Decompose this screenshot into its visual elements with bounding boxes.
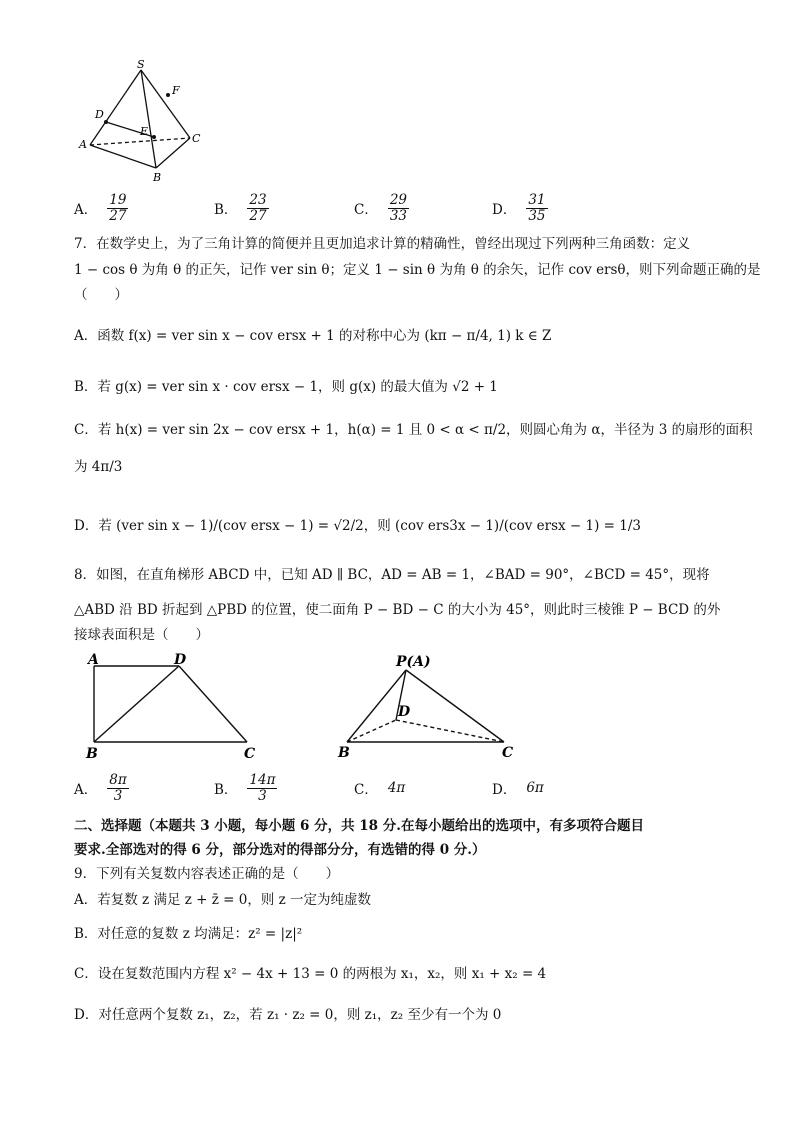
q9-stem: 9．下列有关复数内容表述正确的是（ ） — [74, 866, 340, 882]
pyramid-figure — [330, 648, 530, 760]
q9-option-d[interactable]: D．对任意两个复数 z₁，z₂，若 z₁ · z₂ = 0，则 z₁，z₂ 至少有一个为 0 — [74, 1007, 502, 1023]
q9-option-b[interactable]: B．对任意的复数 z 均满足：z² = |z|² — [74, 926, 303, 942]
q7-option-b[interactable]: B．若 g(x) = ver sin x · cov ersx − 1，则 g(x) 的最大值为 √2 + 1 — [74, 379, 498, 395]
q7-stem-line2: 1 − cos θ 为角 θ 的正矢，记作 ver sin θ；定义 1 − sin θ 为角 θ 的余矢，记作 cov ersθ，则下列命题正确的是 — [74, 262, 761, 278]
trapezoid-figure — [84, 650, 264, 760]
q6-option-a[interactable]: A． $\frac{19}{27}$ — [74, 191, 127, 224]
q7-option-d[interactable]: D．若 (ver sin x − 1)/(cov ersx − 1) = √2/2，则 (cov ers3x − 1)/(cov ersx − 1) = 1/3 — [74, 518, 641, 534]
q7-stem-line1: 7．在数学史上，为了三角计算的简便并且更加追求计算的精确性，曾经出现过下列两种三角函数：定义 — [74, 236, 691, 252]
label-C: C — [192, 132, 201, 145]
label-B: B — [338, 745, 350, 760]
label-E: E — [140, 125, 149, 138]
q6-options — [74, 188, 554, 228]
q8-option-d[interactable]: D． 6π — [492, 780, 544, 798]
label-C: C — [502, 745, 514, 760]
label-P-A: P(A) — [396, 654, 431, 670]
q8-stem-line2: △ABD 沿 BD 折起到 △PBD 的位置，使二面角 P − BD − C 的大小为 45°，则此时三棱锥 P − BCD 的外 — [74, 602, 721, 618]
q8-options — [74, 768, 554, 808]
q8-stem-line3: 接球表面积是（ ） — [74, 627, 209, 643]
q7-option-a[interactable]: A．函数 f(x) = ver sin x − cov ersx + 1 的对称中心为 (kπ − π/4, 1) k ∈ Z — [74, 328, 552, 344]
label-D: D — [398, 704, 411, 720]
q8-stem-line1: 8．如图，在直角梯形 ABCD 中，已知 AD ∥ BC，AD = AB = 1，∠BAD = 90°，∠BCD = 45°，现将 — [74, 567, 710, 583]
q8-option-c[interactable]: C． 4π — [354, 780, 406, 798]
q6-option-b[interactable]: B． $\frac{23}{27}$ — [214, 191, 267, 224]
q9-option-c[interactable]: C．设在复数范围内方程 x² − 4x + 13 = 0 的两根为 x₁，x₂，则 x₁ + x₂ = 4 — [74, 966, 547, 982]
q8-option-a[interactable]: A． $\frac{8\pi}{3}$ — [74, 771, 127, 804]
q8-option-b[interactable]: B． $\frac{14\pi}{3}$ — [214, 771, 276, 804]
q7-stem-line3: （ ） — [74, 287, 128, 303]
label-D: D — [95, 108, 104, 121]
label-S: S — [137, 58, 145, 71]
section-heading-line2: 要求.全部选对的得 6 分，部分选对的得部分分，有选错的得 0 分.） — [74, 842, 486, 858]
label-A: A — [79, 138, 87, 151]
section-heading-line1: 二、选择题（本题共 3 小题，每小题 6 分，共 18 分.在每小题给出的选项中，有多项符合题目 — [74, 818, 644, 834]
q7-option-c-line2: 为 4π/3 — [74, 459, 123, 475]
label-D: D — [174, 652, 187, 668]
label-A: A — [88, 652, 99, 668]
q9-option-a[interactable]: A．若复数 z 满足 z + z̄ = 0，则 z 一定为纯虚数 — [74, 892, 372, 908]
tetrahedron-figure — [76, 58, 206, 184]
q7-option-c-line1[interactable]: C．若 h(x) = ver sin 2x − cov ersx + 1，h(α) = 1 且 0 < α < π/2，则圆心角为 α，半径为 3 的扇形的面积 — [74, 422, 753, 438]
label-F: F — [172, 84, 180, 97]
label-B: B — [153, 171, 162, 184]
q6-option-d[interactable]: D． $\frac{31}{35}$ — [492, 191, 546, 224]
label-B: B — [86, 746, 98, 760]
q6-option-c[interactable]: C． $\frac{29}{33}$ — [354, 191, 408, 224]
label-C: C — [244, 746, 256, 760]
